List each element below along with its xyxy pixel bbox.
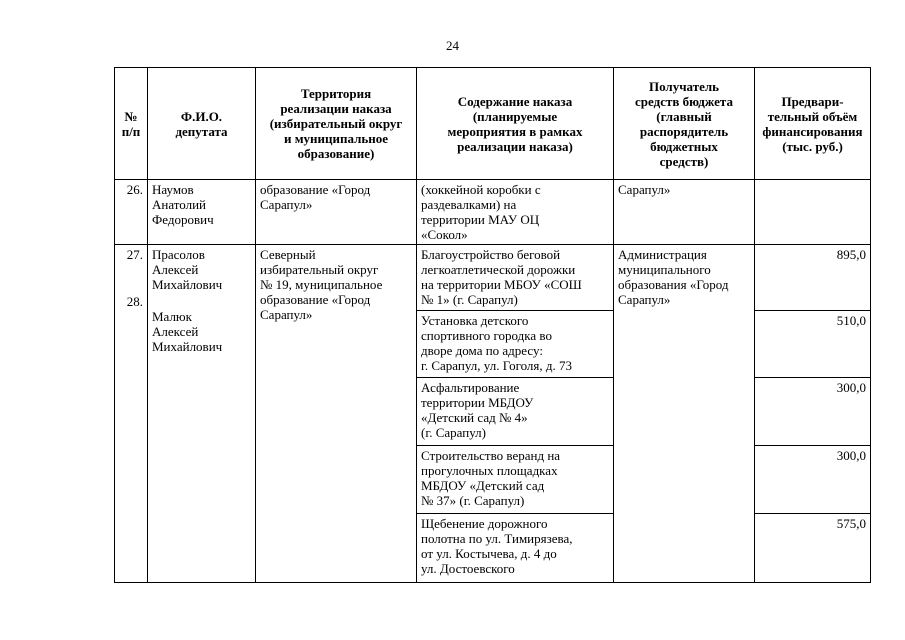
funding-amount: 895,0 [755, 245, 871, 311]
deputy-name: Наумов Анатолий Федорович [148, 180, 256, 245]
funding-amount: 510,0 [755, 311, 871, 378]
header-funding-amount: Предвари- тельный объём финансирования (тыс. руб.) [755, 68, 871, 180]
header-budget-recipient: Получатель средств бюджета (главный распорядитель бюджетных средств) [614, 68, 755, 180]
territory-cell: образование «Город Сарапул» [256, 180, 417, 245]
row-number: 28. [126, 294, 143, 309]
table-row [115, 180, 871, 245]
header-number: № п/п [115, 68, 148, 180]
row-number: 27. [126, 247, 143, 262]
budget-recipient: Сарапул» [614, 180, 755, 245]
territory-cell: Северный избирательный округ № 19, муниципальное образование «Город Сарапул» [256, 245, 417, 583]
deputy-name: Прасолов Алексей Михайлович [152, 247, 223, 292]
row-number: 26. [115, 180, 148, 245]
funding-amount: 300,0 [755, 378, 871, 446]
budget-recipient: Администрация муниципального образования «Город Сарапул» [614, 245, 755, 583]
deputy-name: Малюк Алексей Михайлович [152, 309, 223, 354]
header-deputy-name: Ф.И.О. депутата [148, 68, 256, 180]
funding-amount [755, 180, 871, 245]
order-content: Щебенение дорожного полотна по ул. Тимирязева, от ул. Костычева, д. 4 до ул. Достоевского [417, 514, 614, 583]
table-row [115, 245, 871, 311]
order-content: (хоккейной коробки с раздевалками) на территории МАУ ОЦ «Сокол» [417, 180, 614, 245]
page-number: 24 [446, 38, 459, 53]
header-territory: Территория реализации наказа (избирательный округ и муниципальное образование) [256, 68, 417, 180]
order-content: Строительство веранд на прогулочных площадках МБДОУ «Детский сад № 37» (г. Сарапул) [417, 446, 614, 514]
funding-amount: 300,0 [755, 446, 871, 514]
orders-table [114, 67, 871, 583]
table-header-row [115, 68, 871, 180]
funding-amount: 575,0 [755, 514, 871, 583]
row-number-group [115, 245, 148, 583]
order-content: Установка детского спортивного городка во дворе дома по адресу: г. Сарапул, ул. Гоголя, д. 73 [417, 311, 614, 378]
order-content: Асфальтирование территории МБДОУ «Детский сад № 4» (г. Сарапул) [417, 378, 614, 446]
order-content: Благоустройство беговой легкоатлетической дорожки на территории МБОУ «СОШ № 1» (г. Сарапул) [417, 245, 614, 311]
header-order-content: Содержание наказа (планируемые мероприятия в рамках реализации наказа) [417, 68, 614, 180]
deputy-names-group [148, 245, 256, 583]
